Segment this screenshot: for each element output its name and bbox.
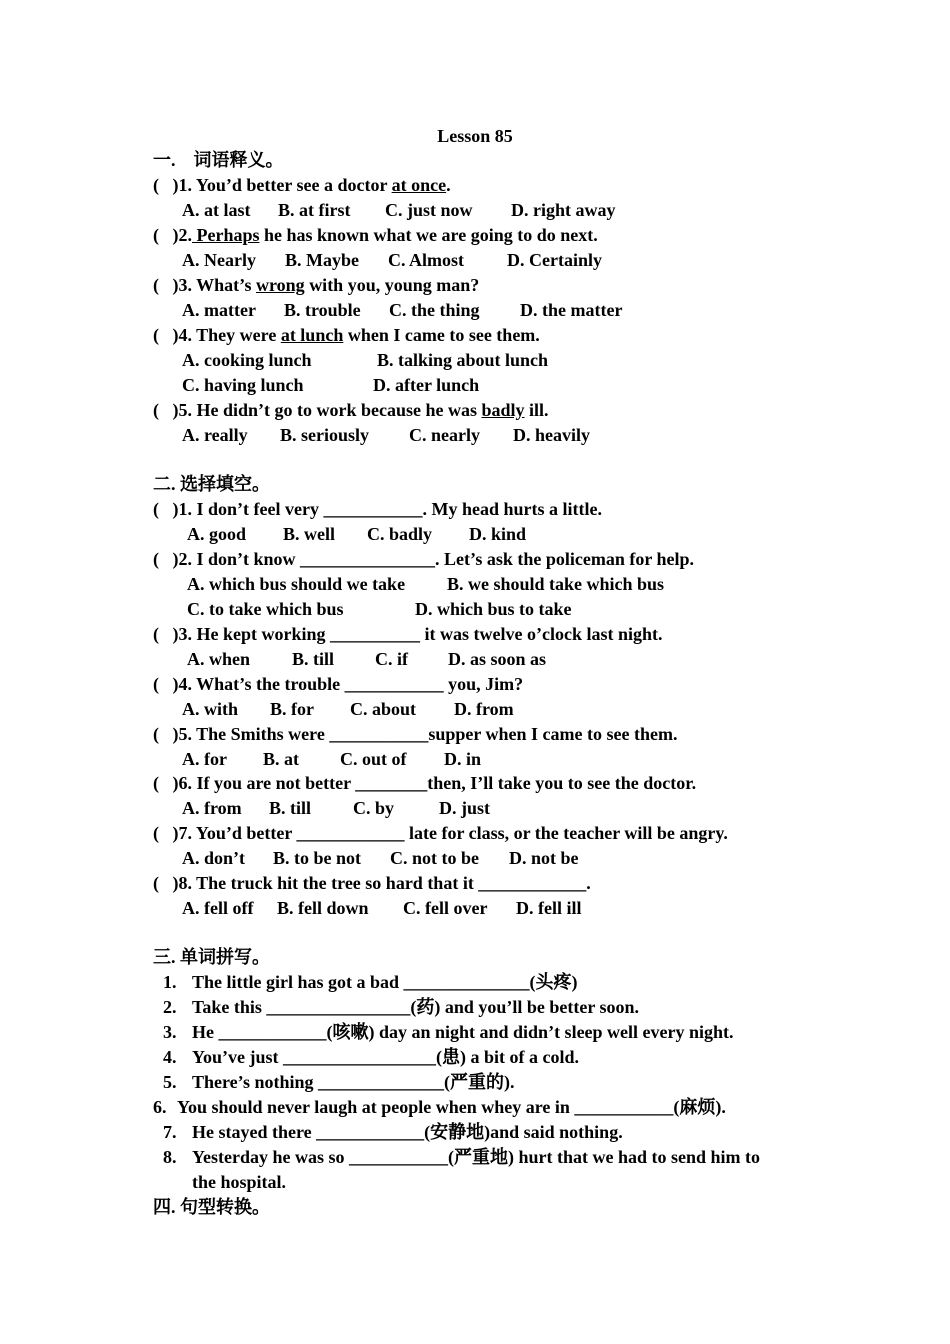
s2-question-2: ( )2. I don’t know _______________. Let’s ask the policeman for help. <box>153 549 695 569</box>
s2q8-option-a: A. fell off <box>182 898 254 918</box>
section2-heading: 二. 选择填空。 <box>153 474 270 494</box>
s3-item-number: 7. <box>163 1122 177 1142</box>
s2q6-option-b: B. till <box>269 798 312 818</box>
s2-question-1: ( )1. I don’t feel very ___________. My head hurts a little. <box>153 499 602 519</box>
s3-item-number: 3. <box>163 1022 177 1042</box>
underlined-phrase: Perhaps <box>192 225 260 245</box>
s2q7-option-a: A. don’t <box>182 848 246 868</box>
s1q4-option-a: A. cooking lunch <box>182 350 312 370</box>
s1-question-5: ( )5. He didn’t go to work because he was badly ill. <box>153 400 549 420</box>
s2q8-option-b: B. fell down <box>277 898 369 918</box>
s1q1-option-d: D. right away <box>511 200 616 220</box>
s3-item-8-continuation: the hospital. <box>192 1172 287 1192</box>
s2q2-option-b: B. we should take which bus <box>447 574 665 594</box>
s1q1-option-b: B. at first <box>278 200 351 220</box>
s2q3-option-a: A. when <box>187 649 251 669</box>
s2q1-option-d: D. kind <box>469 524 527 544</box>
underlined-phrase: wrong <box>256 275 305 295</box>
s1q4-option-c: C. having lunch <box>182 375 304 395</box>
s3-item-7: He stayed there ____________(安静地)and said nothing. <box>192 1122 623 1142</box>
s3-item-5: There’s nothing ______________(严重的). <box>192 1072 515 1092</box>
section4-heading: 四. 句型转换。 <box>153 1197 270 1217</box>
s3-item-number: 4. <box>163 1047 177 1067</box>
s2q1-option-c: C. badly <box>367 524 433 544</box>
s3-item-2: Take this ________________(药) and you’ll be better soon. <box>192 997 640 1017</box>
s2q1-option-a: A. good <box>187 524 247 544</box>
page-title: Lesson 85 <box>437 126 513 146</box>
s2q2-option-d: D. which bus to take <box>415 599 572 619</box>
s2q5-option-c: C. out of <box>340 749 407 769</box>
s3-item-number: 6. <box>153 1097 167 1117</box>
s2-question-5: ( )5. The Smiths were ___________supper when I came to see them. <box>153 724 678 744</box>
s1q1-option-a: A. at last <box>182 200 251 220</box>
s2q2-option-c: C. to take which bus <box>187 599 344 619</box>
section3-heading: 三. 单词拼写。 <box>153 947 270 967</box>
s3-item-number: 2. <box>163 997 177 1017</box>
s2-question-6: ( )6. If you are not better ________then, I’ll take you to see the doctor. <box>153 773 697 793</box>
s1q5-option-d: D. heavily <box>513 425 591 445</box>
s1-question-3: ( )3. What’s wrong with you, young man? <box>153 275 480 295</box>
s2q4-option-a: A. with <box>182 699 239 719</box>
s3-item-number: 5. <box>163 1072 177 1092</box>
s3-item-4: You’ve just _________________(患) a bit of a cold. <box>192 1047 579 1067</box>
s3-item-6: You should never laugh at people when whey are in ___________(麻烦). <box>177 1097 726 1117</box>
s2-question-4: ( )4. What’s the trouble ___________ you, Jim? <box>153 674 524 694</box>
s2q3-option-d: D. as soon as <box>448 649 547 669</box>
s1q5-option-b: B. seriously <box>280 425 370 445</box>
s1q4-option-d: D. after lunch <box>373 375 480 395</box>
s2q3-option-b: B. till <box>292 649 335 669</box>
s3-item-1: The little girl has got a bad ______________(头疼) <box>192 972 578 992</box>
s2q5-option-a: A. for <box>182 749 227 769</box>
s3-item-number: 1. <box>163 972 177 992</box>
s2q7-option-d: D. not be <box>509 848 579 868</box>
s2q7-option-c: C. not to be <box>390 848 479 868</box>
s1-question-1: ( )1. You’d better see a doctor at once. <box>153 175 451 195</box>
s1q1-option-c: C. just now <box>385 200 473 220</box>
s2q1-option-b: B. well <box>283 524 335 544</box>
s2q6-option-a: A. from <box>182 798 242 818</box>
s1q5-option-c: C. nearly <box>409 425 480 445</box>
s2-question-7: ( )7. You’d better ____________ late for class, or the teacher will be angry. <box>153 823 728 843</box>
s2q3-option-c: C. if <box>375 649 408 669</box>
s2q8-option-d: D. fell ill <box>516 898 582 918</box>
s3-item-3: He ____________(咳嗽) day an night and didn’t sleep well every night. <box>192 1022 734 1042</box>
s1q2-option-a: A. Nearly <box>182 250 256 270</box>
s2-question-3: ( )3. He kept working __________ it was twelve o’clock last night. <box>153 624 663 644</box>
underlined-phrase: at lunch <box>280 325 344 345</box>
s2q2-option-a: A. which bus should we take <box>187 574 406 594</box>
s1q3-option-d: D. the matter <box>520 300 623 320</box>
underlined-phrase: at once <box>391 175 447 195</box>
s1q3-option-a: A. matter <box>182 300 256 320</box>
s2q4-option-c: C. about <box>350 699 417 719</box>
s1q2-option-d: D. Certainly <box>507 250 602 270</box>
s1q5-option-a: A. really <box>182 425 248 445</box>
s3-item-8: Yesterday he was so ___________(严重地) hurt that we had to send him to <box>192 1147 761 1167</box>
s1-question-4: ( )4. They were at lunch when I came to see them. <box>153 325 540 345</box>
s2q6-option-c: C. by <box>353 798 395 818</box>
s2q5-option-b: B. at <box>263 749 299 769</box>
s2q4-option-d: D. from <box>454 699 514 719</box>
s2q6-option-d: D. just <box>439 798 491 818</box>
s1q3-option-b: B. trouble <box>284 300 361 320</box>
s1q2-option-b: B. Maybe <box>285 250 359 270</box>
s1q2-option-c: C. Almost <box>388 250 464 270</box>
s2-question-8: ( )8. The truck hit the tree so hard that it ____________. <box>153 873 591 893</box>
s2q4-option-b: B. for <box>270 699 314 719</box>
section1-heading: 一. 词语释义。 <box>153 150 284 170</box>
s1-question-2: ( )2. Perhaps he has known what we are going to do next. <box>153 225 598 245</box>
s3-item-number: 8. <box>163 1147 177 1167</box>
s2q5-option-d: D. in <box>444 749 482 769</box>
s2q7-option-b: B. to be not <box>273 848 362 868</box>
s2q8-option-c: C. fell over <box>403 898 488 918</box>
s1q3-option-c: C. the thing <box>389 300 480 320</box>
s1q4-option-b: B. talking about lunch <box>377 350 549 370</box>
underlined-phrase: badly <box>481 400 525 420</box>
